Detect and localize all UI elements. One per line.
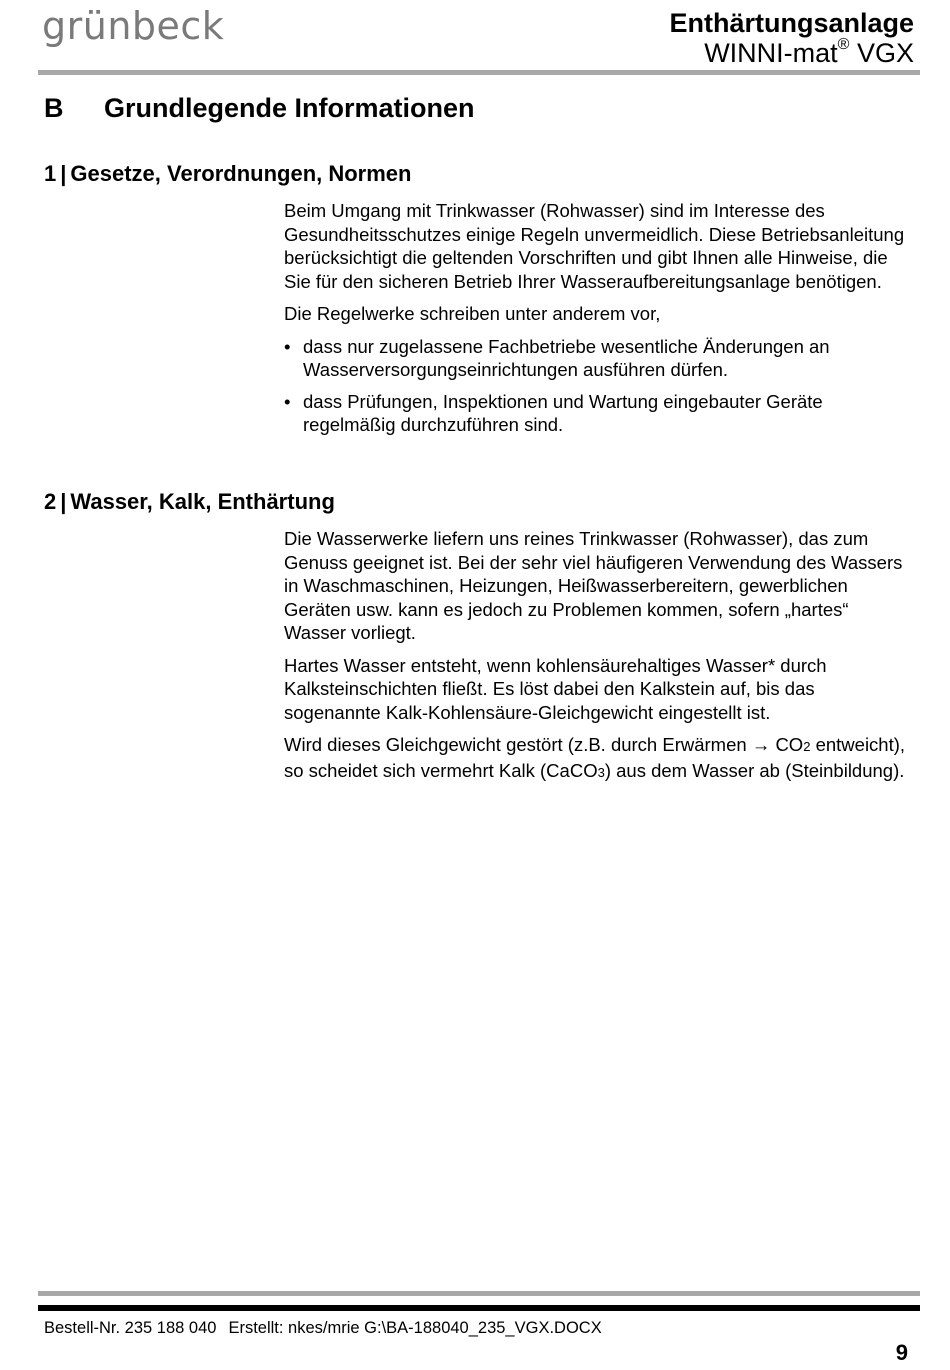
footer-info bbox=[44, 1319, 602, 1338]
section-2-body bbox=[284, 527, 912, 793]
registered-mark: ® bbox=[837, 36, 850, 53]
co2-subscript: 2 bbox=[803, 739, 811, 754]
gruenbeck-logo: grünbeck bbox=[42, 4, 225, 48]
section-2-paragraph-3 bbox=[284, 733, 912, 784]
paragraph-3-part-3: ) aus dem Wasser ab (Steinbildung). bbox=[604, 759, 905, 781]
caco3-subscript: 3 bbox=[597, 764, 605, 780]
bullet-icon: • bbox=[284, 335, 291, 357]
section-2-heading bbox=[44, 489, 335, 515]
order-number: Bestell-Nr. 235 188 040 bbox=[44, 1319, 217, 1337]
list-item bbox=[284, 390, 912, 437]
paragraph-3-part-1: Wird dieses Gleichgewicht gestört (z.B. durch Erwärmen → CO bbox=[284, 734, 804, 755]
footer-divider-grey bbox=[38, 1291, 920, 1296]
product-name-text: WINNI-mat bbox=[704, 38, 838, 68]
section-1-paragraph-2: Die Regelwerke schreiben unter anderem vor, bbox=[284, 303, 661, 324]
footer-divider-black bbox=[38, 1305, 920, 1311]
document-title: Enthärtungsanlage bbox=[669, 8, 914, 38]
section-1-number: 1 bbox=[44, 161, 57, 186]
chapter-heading bbox=[44, 93, 475, 124]
section-1-separator: | bbox=[60, 161, 67, 186]
product-name-suffix: VGX bbox=[849, 38, 914, 68]
paragraph-3-part-2: entweicht), so scheidet sich vermehrt Kalk (CaCO bbox=[284, 734, 906, 781]
section-2-number: 2 bbox=[44, 489, 57, 514]
created-info: Erstellt: nkes/mrie G:\BA-188040_235_VGX.DOCX bbox=[228, 1319, 602, 1337]
header-divider bbox=[38, 70, 920, 75]
section-1-body bbox=[284, 199, 912, 446]
chapter-title: Grundlegende Informationen bbox=[104, 93, 475, 123]
list-item bbox=[284, 335, 912, 382]
page-number: 9 bbox=[895, 1340, 908, 1365]
product-name bbox=[704, 38, 914, 69]
list-item-text: dass nur zugelassene Fachbetriebe wesentliche Änderungen an Wasserversorgungseinrichtungen ausführen dürfen. bbox=[303, 335, 830, 380]
section-1-title: Gesetze, Verordnungen, Normen bbox=[70, 161, 412, 186]
section-2-title: Wasser, Kalk, Enthärtung bbox=[70, 489, 335, 514]
chapter-letter: B bbox=[44, 93, 64, 123]
section-2-paragraph-1: Die Wasserwerke liefern uns reines Trinkwasser (Rohwasser), das zum Genuss geeignet ist. Bei der sehr viel häufigeren Verwendung des Wassers in Waschmaschinen, Heizungen, Heißwasserbereitern, gewerblichen Geräten usw. kann es jedoch zu Problemen kommen, sofern „hartes“ Wasser vorliegt. bbox=[284, 528, 903, 643]
requirements-list bbox=[284, 335, 912, 437]
section-1-heading bbox=[44, 161, 411, 187]
section-2-paragraph-2: Hartes Wasser entsteht, wenn kohlensäurehaltiges Wasser* durch Kalksteinschichten fließt. Es löst dabei den Kalkstein auf, bis das sogenannte Kalk-Kohlensäure-Gleichgewicht eingestellt ist. bbox=[284, 654, 827, 723]
bullet-icon: • bbox=[284, 390, 291, 412]
section-2-separator: | bbox=[60, 489, 67, 514]
list-item-text: dass Prüfungen, Inspektionen und Wartung eingebauter Geräte regelmäßig durchzuführen sind. bbox=[303, 390, 823, 435]
section-1-paragraph-1: Beim Umgang mit Trinkwasser (Rohwasser) sind im Interesse des Gesundheitsschutzes einige Regeln unvermeidlich. Diese Betriebsanleitung berücksichtigt die geltenden Vorschriften und gibt Ihnen alle Hinweise, die Sie für den sicheren Betrieb Ihrer Wasseraufbereitungsanlage benötigen. bbox=[284, 200, 905, 292]
